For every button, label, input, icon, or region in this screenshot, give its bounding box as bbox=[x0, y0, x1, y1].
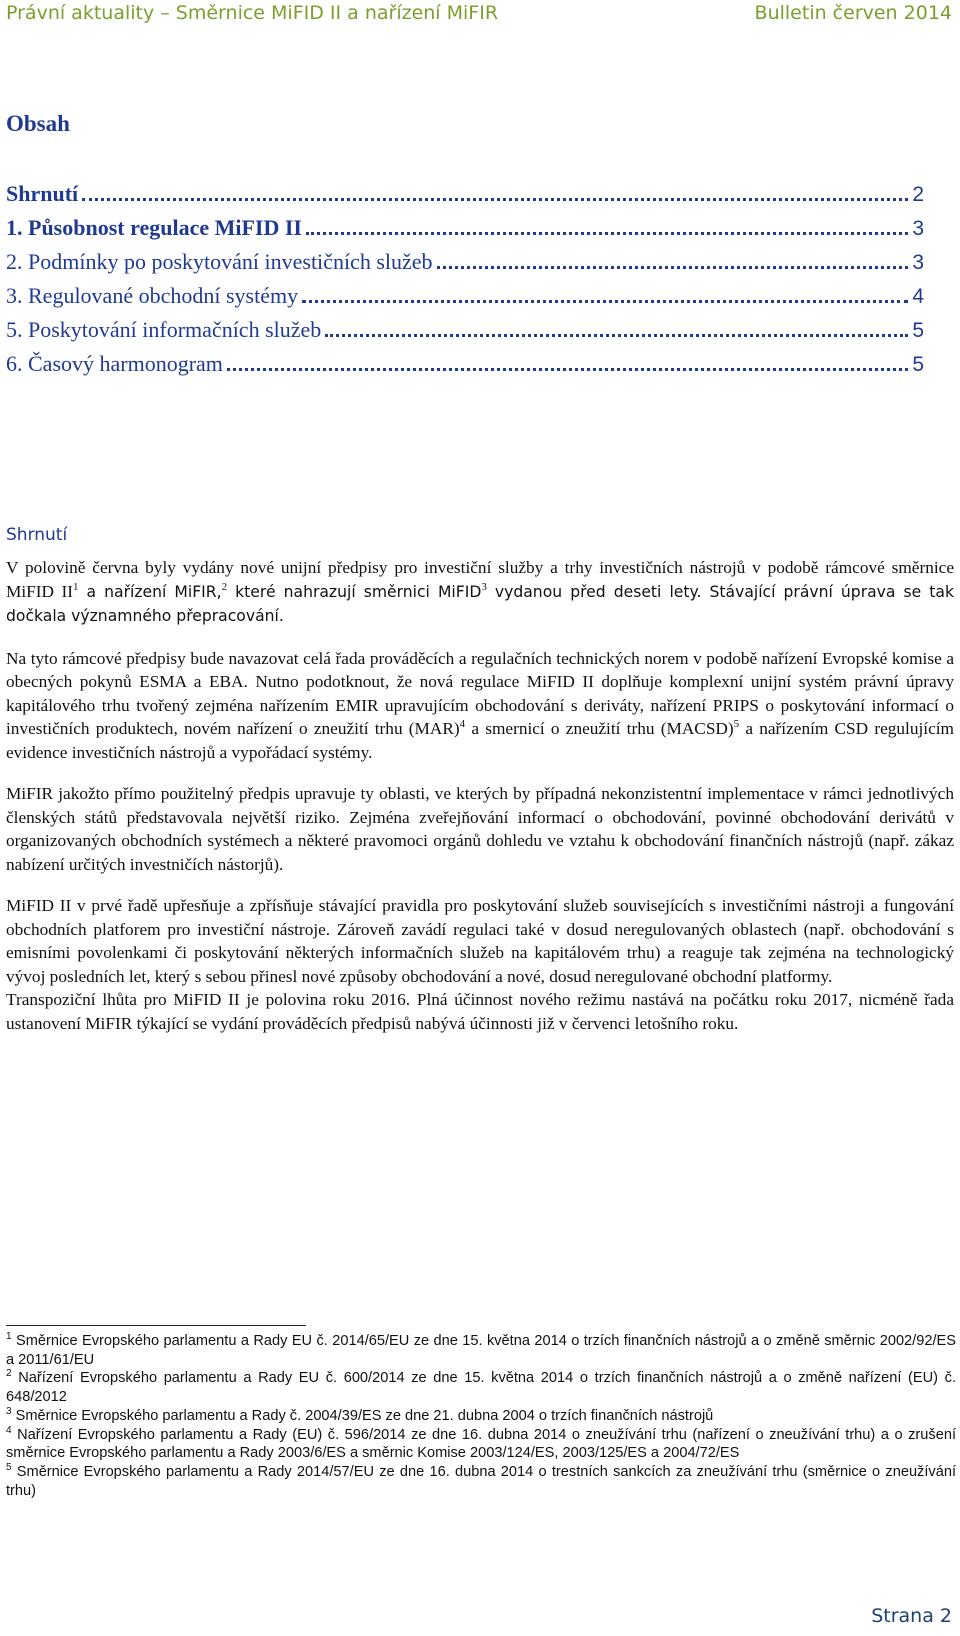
toc-entry-page: 5 bbox=[912, 319, 924, 342]
text-run: a smernicí o zneužití trhu (MACSD) bbox=[465, 719, 734, 738]
toc-entry-label: 2. Podmínky po poskytování investičních služeb bbox=[6, 249, 433, 274]
toc-entry-label: 3. Regulované obchodní systémy bbox=[6, 283, 299, 308]
toc-entry[interactable] bbox=[6, 241, 924, 275]
toc-title: Obsah bbox=[6, 111, 70, 136]
table-of-contents bbox=[6, 173, 924, 377]
toc-entry-page: 3 bbox=[912, 251, 924, 274]
summary-body bbox=[6, 556, 954, 1053]
toc-entry-label: 5. Poskytování informačních služeb bbox=[6, 317, 322, 342]
footnote-separator bbox=[6, 1325, 306, 1326]
footnote-number: 2 bbox=[6, 1368, 12, 1380]
footnote-text: Nařízení Evropského parlamentu a Rady EU č. 600/2014 ze dne 15. května 2014 o trzích finančních nástrojů a o změně nařízení (EU) č. 648/2012 bbox=[6, 1370, 956, 1406]
summary-paragraph-3: MiFIR jakožto přímo použitelný předpis upravuje ty oblasti, ve kterých by případná nekonzistentní implementace v rámci jednotlivých členských států představovala největší riziko. Zejména zveřejňování informací o obchodování, povinné obchodování derivátů v organizovaných obchodních systémech a některé pravomoci orgánů dohledu ve vztahu k obchodování finančních nástrojů (např. zákaz nabízení určitých investničích nástorjů). bbox=[6, 784, 954, 874]
summary-paragraph-2 bbox=[6, 647, 954, 765]
footnote-ref[interactable]: 5 bbox=[733, 718, 740, 731]
footnote-text: Směrnice Evropského parlamentu a Rady EU č. 2014/65/EU ze dne 15. května 2014 o trzích finančních nástrojů a o změně směrnic 2002/92/ES a 2011/61/EU bbox=[6, 1333, 956, 1368]
footnote-text: Směrnice Evropského parlamentu a Rady 2014/57/EU ze dne 16. dubna 2014 o trestních sankcích za zneužívání trhu (směrnice o zneužívání trhu) bbox=[6, 1463, 956, 1499]
footnote-ref[interactable]: 2 bbox=[221, 580, 228, 593]
toc-leader bbox=[325, 334, 908, 337]
footnote bbox=[6, 1463, 956, 1500]
footnote-text: Nařízení Evropského parlamentu a Rady (EU) č. 596/2014 ze dne 16. dubna 2014 o zneužívání trhu (nařízení o zneužívání trhu) a o zrušení směrnice Evropského parlamentu a Rady 2003/6/ES a směrnic Komise 2003/124/ES, 2003/125/ES a 2004/72/ES bbox=[6, 1426, 956, 1462]
toc-leader bbox=[82, 198, 908, 201]
footnote bbox=[6, 1407, 956, 1426]
section-heading-summary: Shrnutí bbox=[6, 525, 68, 545]
text-run: a nařízením CSD regulujícím evidence investičních nástrojů a vypořádací systémy. bbox=[6, 719, 954, 762]
footnote-number: 3 bbox=[6, 1405, 12, 1417]
text-run: rámcové směrnice MiFID II bbox=[6, 558, 954, 601]
footnote bbox=[6, 1426, 956, 1463]
text-run: a nařízení MiFIR, bbox=[78, 582, 222, 601]
toc-leader bbox=[227, 368, 908, 371]
footnote bbox=[6, 1369, 956, 1406]
footnote-ref[interactable]: 4 bbox=[459, 718, 466, 731]
text-run: které nahrazují směrnici MiFID bbox=[227, 582, 482, 601]
footnote-ref[interactable]: 3 bbox=[481, 580, 487, 593]
header-title: Právní aktuality – Směrnice MiFID II a nařízení MiFIR bbox=[6, 2, 499, 24]
toc-entry-page: 2 bbox=[912, 183, 924, 206]
page-number: Strana 2 bbox=[871, 1605, 952, 1627]
footnote-number: 1 bbox=[6, 1331, 12, 1343]
footnotes bbox=[6, 1332, 956, 1500]
summary-paragraph-4: MiFID II v prvé řadě upřesňuje a zpřísňuje stávající pravidla pro poskytování služeb souvisejících s investičními nástroji a fungování obchodních platforem pro investiční nástroje. Zároveň zavádí regulaci také v dosud neregulovaných oblastech (např. obchodování s emisními povolenkami či poskytování některých informačních služeb na kapitálovém trhu) a reaguje tak zejména na technologický vývoj posledních let, který s sebou přinesl nové způsoby obchodování a nové, dosud neregulované obchodní platformy. bbox=[6, 896, 954, 986]
text-run: vydanou před deseti lety. Stávající právní úprava se tak dočkala významného přepracování. bbox=[6, 582, 955, 625]
footnote-number: 4 bbox=[6, 1424, 12, 1436]
header-bulletin: Bulletin červen 2014 bbox=[754, 2, 952, 24]
toc-entry-page: 4 bbox=[912, 285, 924, 308]
toc-entry-page: 5 bbox=[912, 353, 924, 376]
toc-entry-label: 1. Působnost regulace MiFID II bbox=[6, 215, 302, 240]
footnote bbox=[6, 1332, 956, 1369]
toc-entry[interactable] bbox=[6, 275, 924, 309]
summary-paragraph-5: Transpoziční lhůta pro MiFID II je polovina roku 2016. Plná účinnost nového režimu nastává na počátku roku 2017, nicméně řada ustanovení MiFIR týkající se vydání prováděcích předpisů nabývá účinnosti již v červenci letošního roku. bbox=[6, 990, 954, 1033]
toc-entry[interactable] bbox=[6, 309, 924, 343]
toc-leader bbox=[302, 300, 908, 303]
toc-leader bbox=[306, 232, 908, 235]
page-header bbox=[0, 0, 960, 30]
footnote-number: 5 bbox=[6, 1462, 12, 1474]
footnote-ref[interactable]: 1 bbox=[72, 580, 79, 593]
text-run: Na tyto rámcové předpisy bude navazovat celá řada prováděcích a regulačních technických norem v podobě nařízení Evropské komise a obecných pokynů ESMA a EBA. Nutno podotknout, že nová regulace MiFID II doplňuje komplexní unijní systém právní úpravy kapitálového trhu tvořený zejména nařízením EMIR upravujícím obchodování s deriváty, nařízení PRIPS o poskytování informací o investičních produktech, novém nařízení o zneužití trhu (MAR) bbox=[6, 648, 954, 738]
toc-entry[interactable] bbox=[6, 173, 924, 207]
toc-leader bbox=[437, 266, 909, 269]
summary-paragraph-1 bbox=[6, 556, 954, 629]
text-run: V polovině června byly vydány nové unijní předpisy pro investiční služby a trhy investičních nástrojů v podobě bbox=[6, 558, 819, 577]
toc-entry-label: Shrnutí bbox=[6, 181, 79, 206]
toc-entry[interactable] bbox=[6, 207, 924, 241]
toc-entry[interactable] bbox=[6, 343, 924, 377]
toc-entry-label: 6. Časový harmonogram bbox=[6, 351, 223, 376]
footnote-text: Směrnice Evropského parlamentu a Rady č. 2004/39/ES ze dne 21. dubna 2004 o trzích finančních nástrojů bbox=[11, 1407, 714, 1424]
toc-entry-page: 3 bbox=[912, 217, 924, 240]
